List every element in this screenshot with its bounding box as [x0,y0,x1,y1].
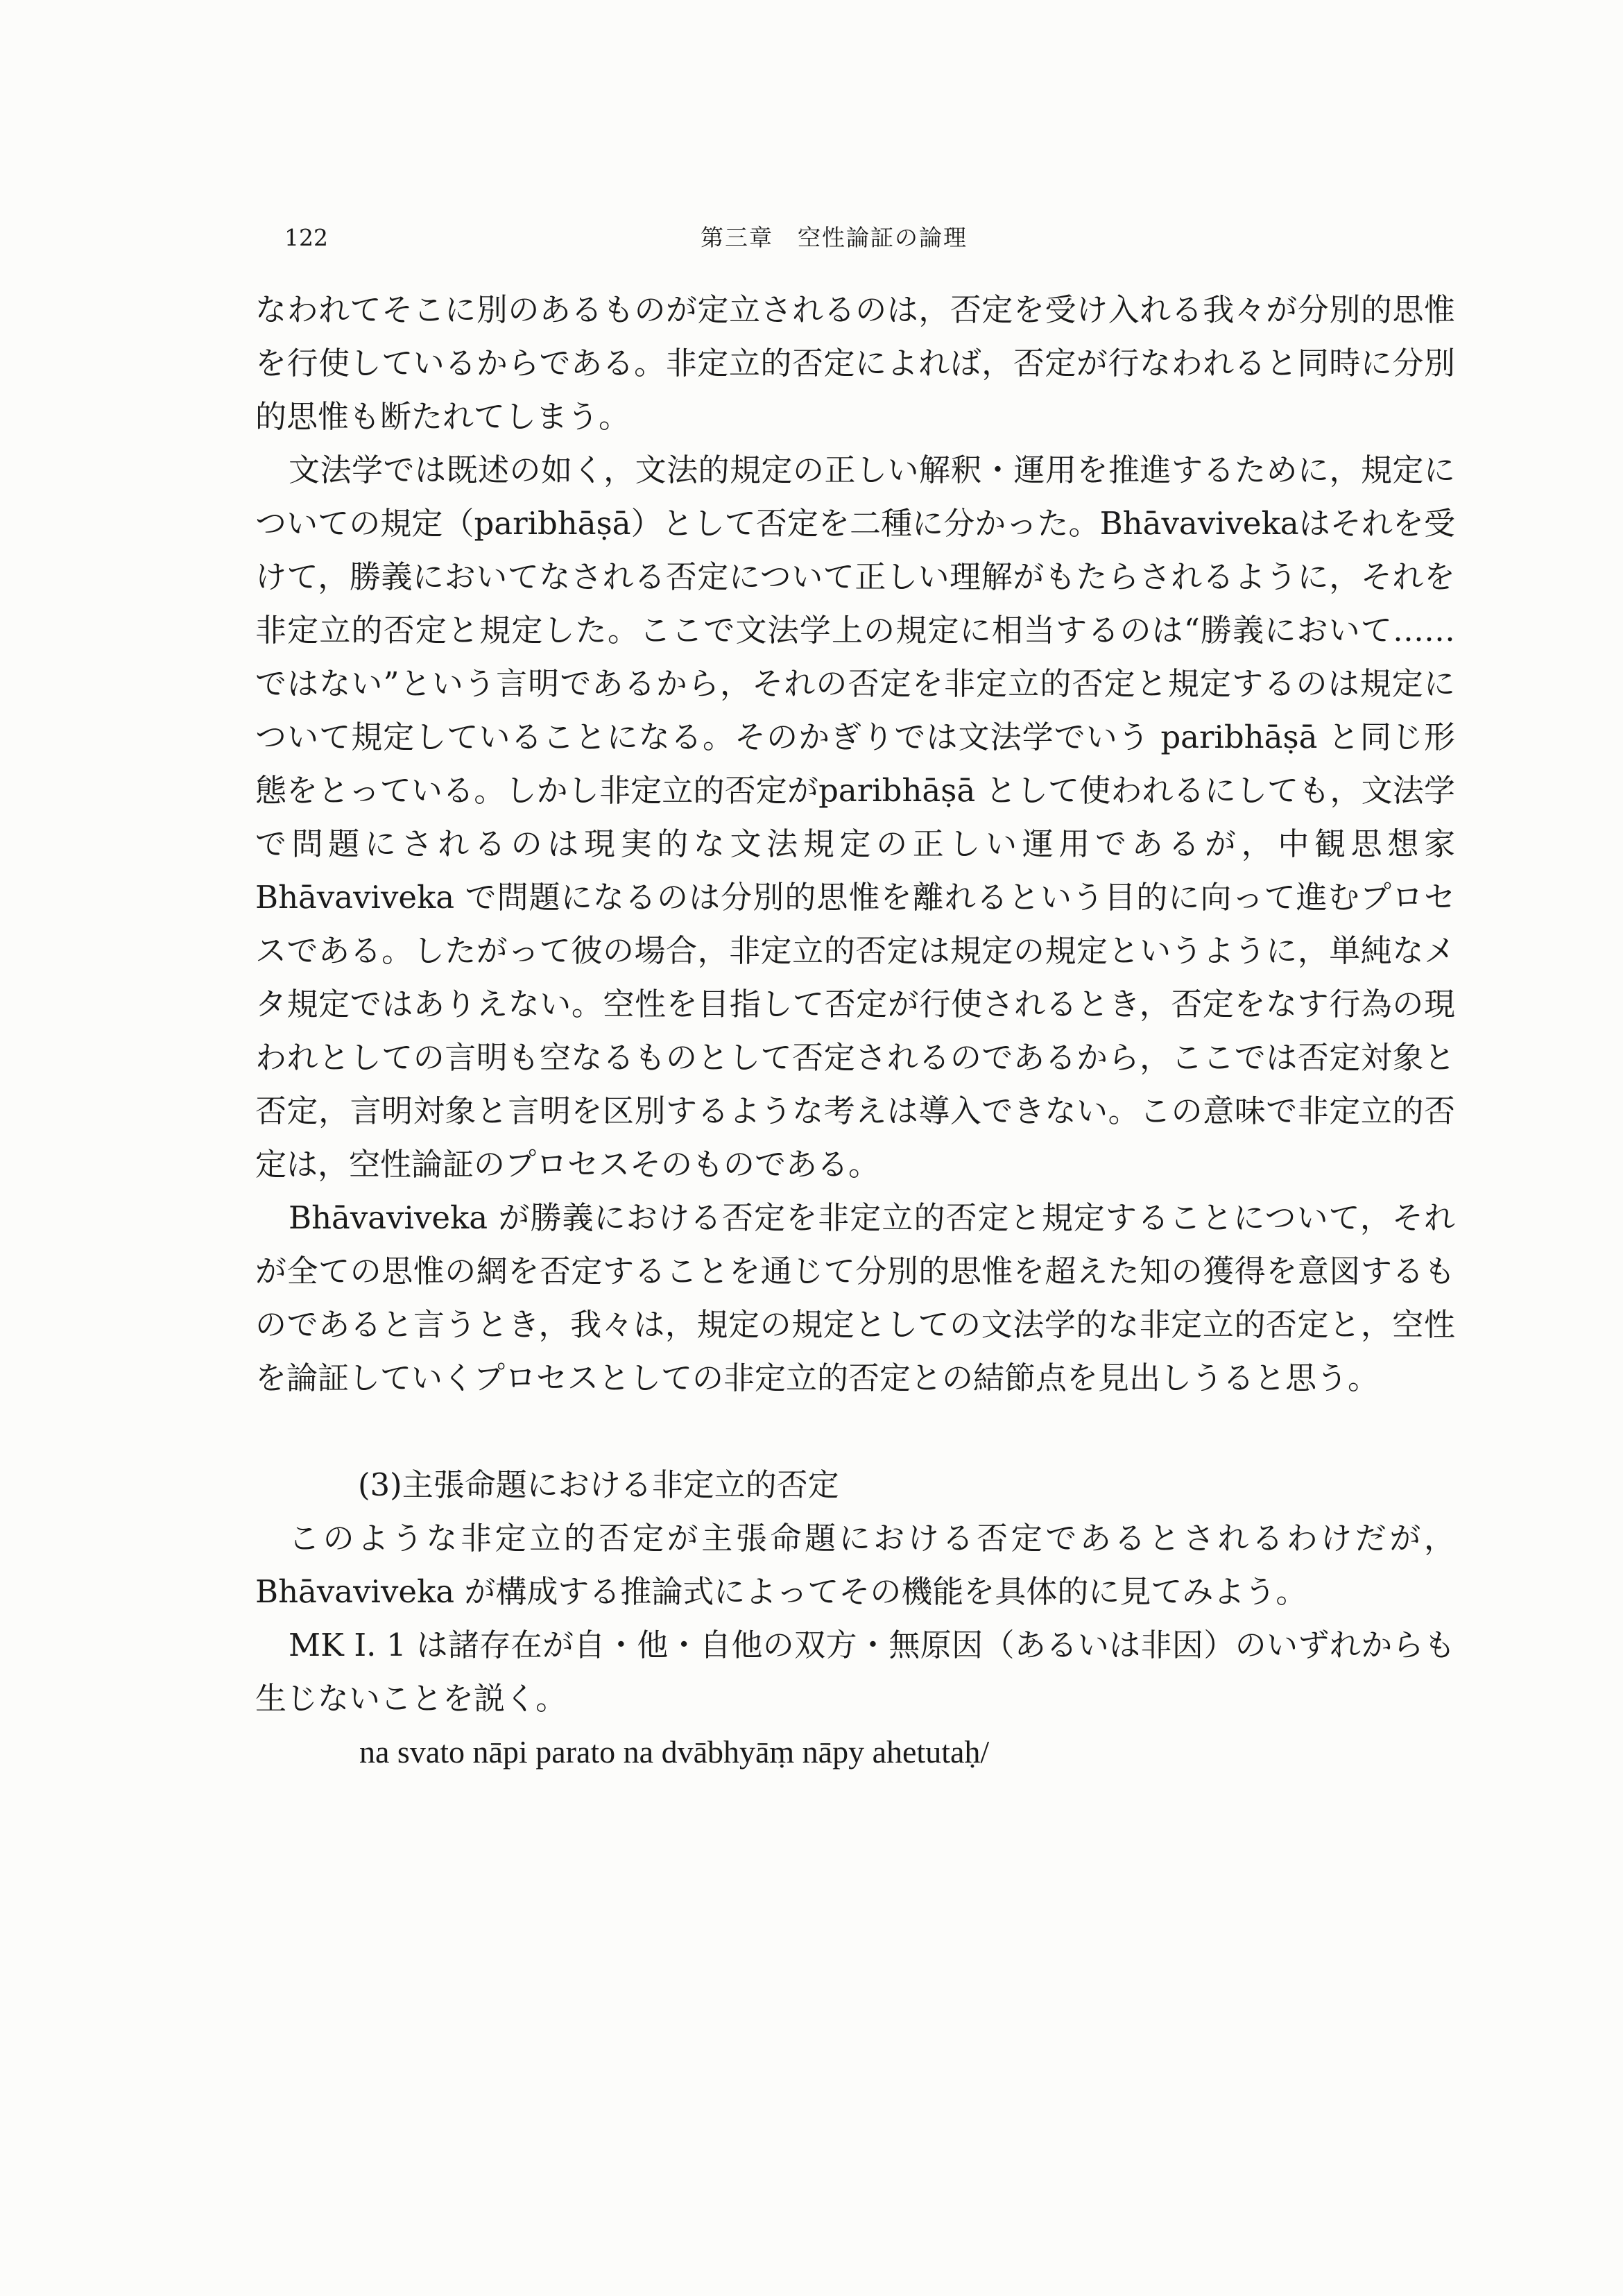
paragraph-inference: このような非定立的否定が主張命題における否定であるとされるわけだが，Bhāvaviveka が構成する推論式によってその機能を具体的に見てみよう。 [255,1520,1455,1610]
chapter-title: 第三章 空性論証の論理 [701,224,968,251]
body-text [255,283,1455,1779]
paragraph-grammar-negation: 文法学では既述の如く，文法的規定の正しい解釈・運用を推進するために，規定についての規定（paribhāṣā）として否定を二種に分かった。Bhāvavivekaはそれを受けて，勝義においてなされる否定について正しい理解がもたらされるように，それを非定立的否定と規定した。ここで文法学上の規定に相当するのは“勝義において……ではない”という言明であるから，それの否定を非定立的否定と規定するのは規定について規定していることになる。そのかぎりでは文法学でいう paribhāṣā と同じ形態をとっている。しかし非定立的否定がparibhāṣā として使われるにしても，文法学で問題にされるのは現実的な文法規定の正しい運用であるが，中観思想家 Bhāvaviveka で問題になるのは分別的思惟を離れるという目的に向って進むプロセスである。したがって彼の場合，非定立的否定は規定の規定というように，単純なメタ規定ではありえない。空性を目指して否定が行使されるとき，否定をなす行為の現われとしての言明も空なるものとして否定されるのであるから，ここでは否定対象と否定，言明対象と言明を区別するような考えは導入できない。この意味で非定立的否定は，空性論証のプロセスそのものである。 [255,452,1455,1183]
section-heading: (3)主張命題における非定立的否定 [358,1466,839,1503]
paragraph-bhavaviveka: Bhāvaviveka が勝義における否定を非定立的否定と規定することについて，それが全ての思惟の網を否定することを通じて分別的思惟を超えた知の獲得を意図するものであると言うとき，我々は，規定の規定としての文法学的な非定立的否定と，空性を論証していくプロセスとしての非定立的否定との結節点を見出しうると思う。 [255,1199,1455,1396]
paragraph-continued: なわれてそこに別のあるものが定立されるのは，否定を受け入れる我々が分別的思惟を行使しているからである。非定立的否定によれば，否定が行なわれると同時に分別的思惟も断たれてしまう。 [255,291,1455,435]
page-number: 122 [284,224,328,251]
verse-line: na svato nāpi parato na dvābhyāṃ nāpy ahetutaḥ/ [359,1734,990,1770]
running-header [0,221,1623,255]
paragraph-mk: MK I. 1 は諸存在が自・他・自他の双方・無原因（あるいは非因）のいずれからも生じないことを説く。 [255,1627,1455,1717]
